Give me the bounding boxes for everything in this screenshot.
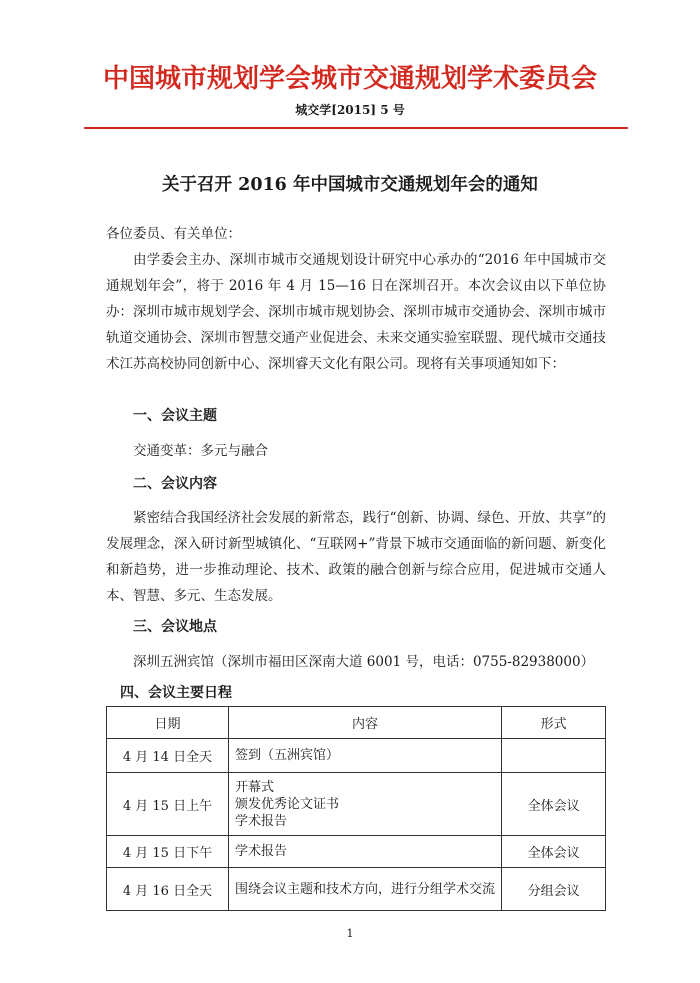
cell-format: 全体会议 (502, 773, 606, 836)
venue-text: 深圳五洲宾馆（深圳市福田区深南大道 6001 号，电话：0755-82938000） (133, 654, 595, 670)
table-row (107, 773, 606, 836)
cell-format: 全体会议 (502, 836, 606, 868)
cell-content (228, 739, 501, 773)
cell-format (502, 739, 606, 773)
document-number: 城交学[2015] 5 号 (295, 103, 405, 117)
section-heading-content: 二、会议内容 (133, 476, 217, 492)
cell-date: 4 月 14 日全天 (107, 739, 229, 773)
header-format: 形式 (502, 707, 606, 739)
content-line: 颁发优秀论文证书 (234, 796, 339, 812)
header-divider (84, 127, 628, 129)
content-line: 开幕式 (234, 779, 274, 795)
salutation: 各位委员、有关单位： (106, 226, 241, 242)
content-line: 学术报告 (234, 844, 287, 859)
content-line: 学术报告 (234, 813, 287, 829)
schedule-table (106, 706, 606, 911)
content-paragraph: 紧密结合我国经济社会发展的新常态，践行“创新、协调、绿色、开放、共享”的发展理念，深入研讨新型城镇化、“互联网+”背景下城市交通面临的新问题、新变化和新趋势，进一步推动理论、技术、政策的融合创新与综合应用，促进城市交通人本、智慧、多元、生态发展。 (106, 510, 606, 604)
cell-date: 4 月 15 日上午 (107, 773, 229, 836)
header-date: 日期 (107, 707, 229, 739)
section-heading-theme: 一、会议主题 (133, 408, 217, 424)
table-row (107, 836, 606, 868)
intro-paragraph: 由学委会主办、深圳市城市交通规划设计研究中心承办的“2016 年中国城市交通规划年会”，将于 2016 年 4 月 15—16 日在深圳召开。本次会议由以下单位协办：深圳市城市规划学会、深圳市城市规划协会、深圳市城市交通协会、深圳市城市轨道交通协会、深圳市智慧交通产业促进会、未来交通实验室联盟、现代城市交通技术江苏高校协同创新中心、深圳睿天文化有限公司。现将有关事项通知如下： (106, 252, 606, 372)
content-line: 签到（五洲宾馆） (234, 748, 339, 763)
theme-text: 交通变革：多元与融合 (133, 443, 268, 459)
cell-content (228, 868, 501, 911)
table-row (107, 868, 606, 911)
organization-title: 中国城市规划学会城市交通规划学术委员会 (102, 64, 597, 94)
content-line: 围绕会议主题和技术方向，进行分组学术交流 (234, 881, 495, 897)
header-content: 内容 (228, 707, 501, 739)
table-header-row (107, 707, 606, 739)
cell-content (228, 773, 501, 836)
cell-format: 分组会议 (502, 868, 606, 911)
section-heading-schedule: 四、会议主要日程 (120, 685, 232, 701)
page-number: 1 (346, 927, 354, 940)
cell-content (228, 836, 501, 868)
cell-date: 4 月 15 日下午 (107, 836, 229, 868)
cell-date: 4 月 16 日全天 (107, 868, 229, 911)
notice-title: 关于召开 2016 年中国城市交通规划年会的通知 (162, 175, 538, 195)
table-row (107, 739, 606, 773)
section-heading-venue: 三、会议地点 (133, 619, 217, 635)
